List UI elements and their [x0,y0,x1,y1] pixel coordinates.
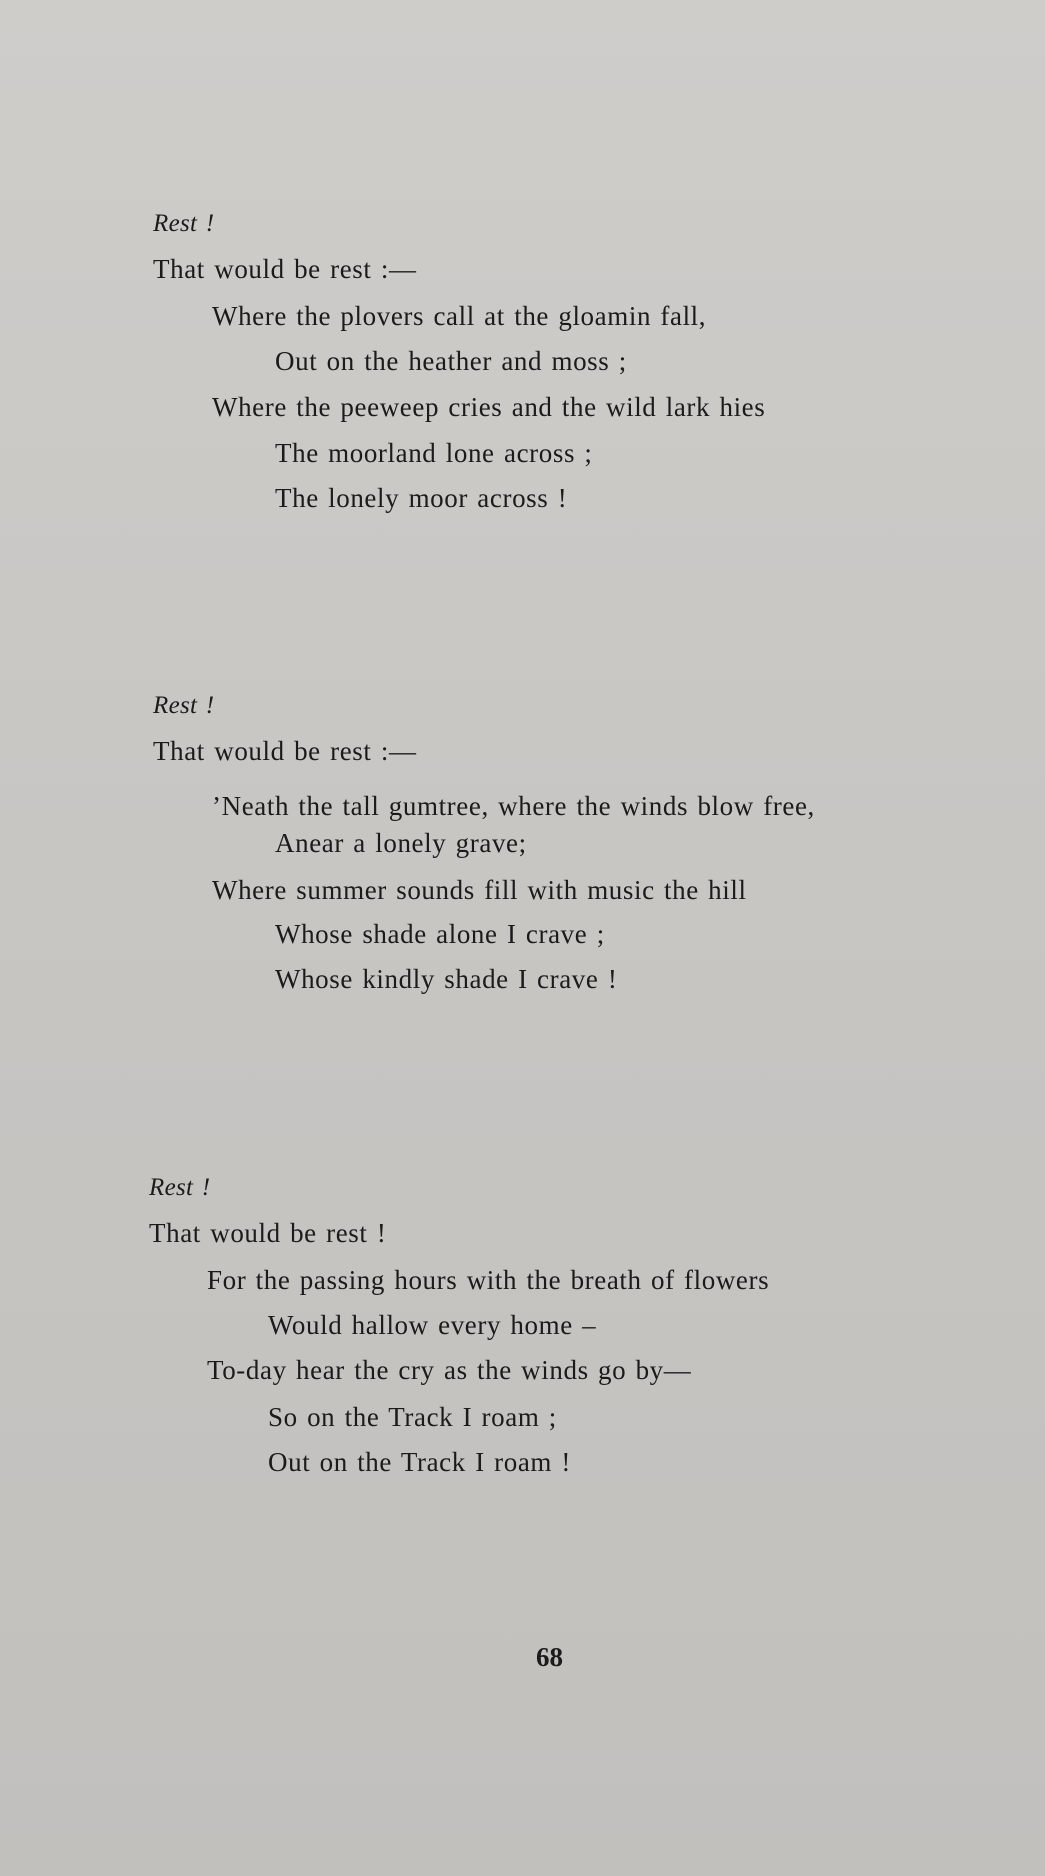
verse-line: Whose shade alone I crave ; [275,919,605,949]
page-number: 68 [536,1642,563,1672]
verse-line: Would hallow every home – [268,1310,597,1340]
verse-line: Anear a lonely grave; [275,828,527,858]
verse-line: ’Neath the tall gumtree, where the winds blow free, [212,791,815,821]
verse-line: To-day hear the cry as the winds go by— [207,1355,692,1385]
verse-line: Out on the Track I roam ! [268,1447,571,1477]
verse-line: The lonely moor across ! [275,483,568,513]
verse-line: That would be rest ! [149,1218,387,1248]
stanza-title: Rest ! [153,210,215,237]
verse-line: That would be rest :— [153,736,417,766]
verse-line: Whose kindly shade I crave ! [275,964,618,994]
verse-line: Where the plovers call at the gloamin fall, [212,301,707,331]
verse-line: So on the Track I roam ; [268,1402,557,1432]
verse-line: That would be rest :— [153,254,417,284]
verse-line: Out on the heather and moss ; [275,346,627,376]
stanza-title: Rest ! [149,1174,211,1201]
verse-line: Where summer sounds fill with music the hill [212,875,747,905]
verse-line: The moorland lone across ; [275,438,593,468]
verse-line: For the passing hours with the breath of flowers [207,1265,770,1295]
stanza-title: Rest ! [153,692,215,719]
verse-line: Where the peeweep cries and the wild lark hies [212,392,766,422]
